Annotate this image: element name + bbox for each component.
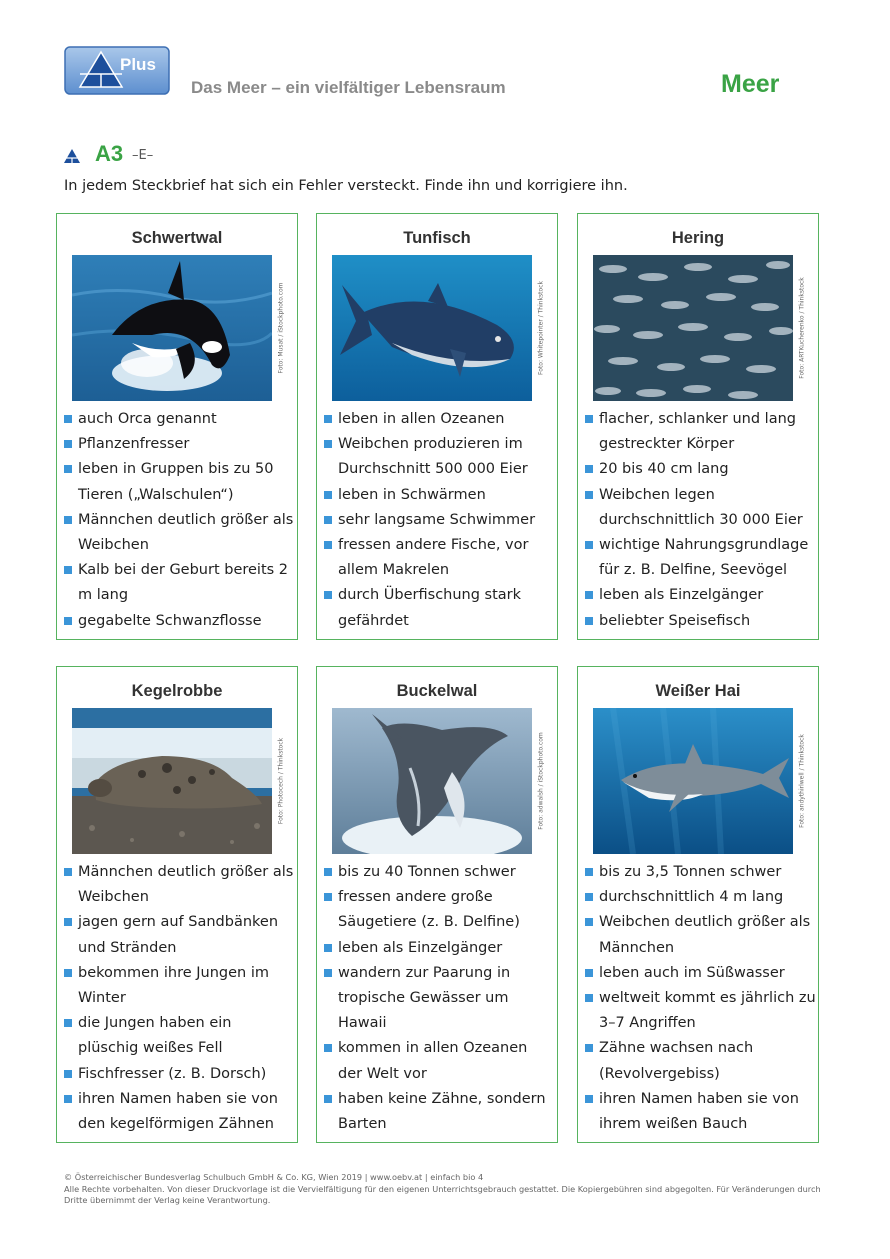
fact-item: wichtige Nahrungsgrundlage für z. B. Delfine, Seevögel bbox=[584, 533, 816, 583]
fact-item: Weibchen legen durchschnittlich 30 000 Eier bbox=[584, 483, 816, 533]
herring-photo bbox=[593, 255, 793, 401]
fact-item: flacher, schlanker und lang gestreckter Körper bbox=[584, 407, 816, 457]
photo-credit: Foto: ARTKucherenko / Thinkstock bbox=[798, 277, 806, 379]
fact-item: kommen in allen Ozeanen der Welt vor bbox=[323, 1036, 555, 1086]
fact-item: sehr langsame Schwimmer bbox=[323, 508, 555, 533]
task-level: –E– bbox=[132, 148, 154, 163]
fact-item: bis zu 3,5 Tonnen schwer bbox=[584, 860, 816, 885]
card-hering bbox=[577, 213, 819, 640]
task-instruction: In jedem Steckbrief hat sich ein Fehler versteckt. Finde ihn und korrigiere ihn. bbox=[64, 178, 628, 194]
logo-text: Plus bbox=[120, 55, 156, 74]
card-title: Buckelwal bbox=[396, 682, 478, 700]
card-weisser-hai bbox=[577, 666, 819, 1143]
fact-item: Weibchen deutlich größer als Männchen bbox=[584, 910, 816, 960]
page-subtitle: Das Meer – ein vielfältiger Lebensraum bbox=[191, 78, 506, 97]
card-tunfisch bbox=[316, 213, 558, 640]
fact-item: beliebter Speisefisch bbox=[584, 609, 816, 634]
fact-item: weltweit kommt es jährlich zu 3–7 Angriffen bbox=[584, 986, 816, 1036]
humpback-whale-photo bbox=[332, 708, 532, 854]
fact-item: leben auch im Süßwasser bbox=[584, 961, 816, 986]
fact-item: auch Orca genannt bbox=[63, 407, 295, 432]
fact-item: Fischfresser (z. B. Dorsch) bbox=[63, 1062, 295, 1087]
card-title: Hering bbox=[671, 229, 725, 247]
topic-label: Meer bbox=[721, 70, 780, 98]
fact-list bbox=[63, 407, 295, 634]
fact-list bbox=[323, 407, 555, 634]
fact-item: fressen andere große Säugetiere (z. B. Delfine) bbox=[323, 885, 555, 935]
task-number: A3 bbox=[95, 141, 124, 166]
footer-line: © Österreichischer Bundesverlag Schulbuch GmbH & Co. KG, Wien 2019 | www.oebv.at | einfach bio 4 bbox=[64, 1172, 484, 1182]
plus-logo bbox=[64, 46, 170, 95]
card-kegelrobbe bbox=[56, 666, 298, 1143]
fact-list bbox=[584, 860, 816, 1137]
fact-item: Kalb bei der Geburt bereits 2 m lang bbox=[63, 558, 295, 608]
fact-item: bis zu 40 Tonnen schwer bbox=[323, 860, 555, 885]
fact-item: Männchen deutlich größer als Weibchen bbox=[63, 860, 295, 910]
fact-list bbox=[584, 407, 816, 634]
fact-item: Männchen deutlich größer als Weibchen bbox=[63, 508, 295, 558]
card-title: Tunfisch bbox=[403, 229, 471, 247]
fact-item: leben als Einzelgänger bbox=[323, 936, 555, 961]
fact-item: leben in Gruppen bis zu 50 Tieren („Walschulen“) bbox=[63, 457, 295, 507]
photo-credit: Foto: andythirlwell / Thinkstock bbox=[798, 734, 806, 828]
card-buckelwal bbox=[316, 666, 558, 1143]
fact-item: leben in Schwärmen bbox=[323, 483, 555, 508]
fact-item: Zähne wachsen nach (Revolvergebiss) bbox=[584, 1036, 816, 1086]
card-title: Kegelrobbe bbox=[131, 682, 223, 700]
fact-item: leben in allen Ozeanen bbox=[323, 407, 555, 432]
copyright-footer bbox=[64, 1172, 824, 1207]
orca-photo bbox=[72, 255, 272, 401]
photo-credit: Foto: Musat / iStockphoto.com bbox=[277, 282, 285, 374]
white-shark-photo bbox=[593, 708, 793, 854]
card-schwertwal bbox=[56, 213, 298, 640]
triangle-level-icon bbox=[64, 148, 80, 162]
fact-item: durch Überfischung stark gefährdet bbox=[323, 583, 555, 633]
fact-list bbox=[323, 860, 555, 1137]
fact-item: Weibchen produzieren im Durchschnitt 500 000 Eier bbox=[323, 432, 555, 482]
fact-item: haben keine Zähne, sondern Barten bbox=[323, 1087, 555, 1137]
photo-credit: Foto: Photocech / Thinkstock bbox=[277, 737, 285, 825]
fact-item: bekommen ihre Jungen im Winter bbox=[63, 961, 295, 1011]
fact-item: durchschnittlich 4 m lang bbox=[584, 885, 816, 910]
fact-item: die Jungen haben ein plüschig weißes Fell bbox=[63, 1011, 295, 1061]
fact-item: gegabelte Schwanzflosse bbox=[63, 609, 295, 634]
fact-item: jagen gern auf Sandbänken und Stränden bbox=[63, 910, 295, 960]
photo-credit: Foto: Whitepointer / Thinkstock bbox=[537, 281, 545, 375]
fact-item: Pflanzenfresser bbox=[63, 432, 295, 457]
fact-item: fressen andere Fische, vor allem Makrelen bbox=[323, 533, 555, 583]
footer-line: Alle Rechte vorbehalten. Von dieser Druckvorlage ist die Vervielfältigung für den eigenen Unterrichtsgebrauch gestattet. Die Kopiergebühren sind abgegolten. Für Veränderungen durch Dritte übernimmt der Verlag keine Verantwortung. bbox=[64, 1183, 821, 1205]
card-title: Schwertwal bbox=[131, 229, 223, 247]
fact-item: ihren Namen haben sie von ihrem weißen Bauch bbox=[584, 1087, 816, 1137]
grey-seal-photo bbox=[72, 708, 272, 854]
photo-credit: Foto: adwalsh / iStockphoto.com bbox=[537, 732, 545, 830]
card-title: Weißer Hai bbox=[655, 682, 741, 700]
fact-item: wandern zur Paarung in tropische Gewässer um Hawaii bbox=[323, 961, 555, 1037]
fact-item: ihren Namen haben sie von den kegelförmigen Zähnen bbox=[63, 1087, 295, 1137]
fact-list bbox=[63, 860, 295, 1137]
fact-item: leben als Einzelgänger bbox=[584, 583, 816, 608]
fact-item: 20 bis 40 cm lang bbox=[584, 457, 816, 482]
tuna-photo bbox=[332, 255, 532, 401]
